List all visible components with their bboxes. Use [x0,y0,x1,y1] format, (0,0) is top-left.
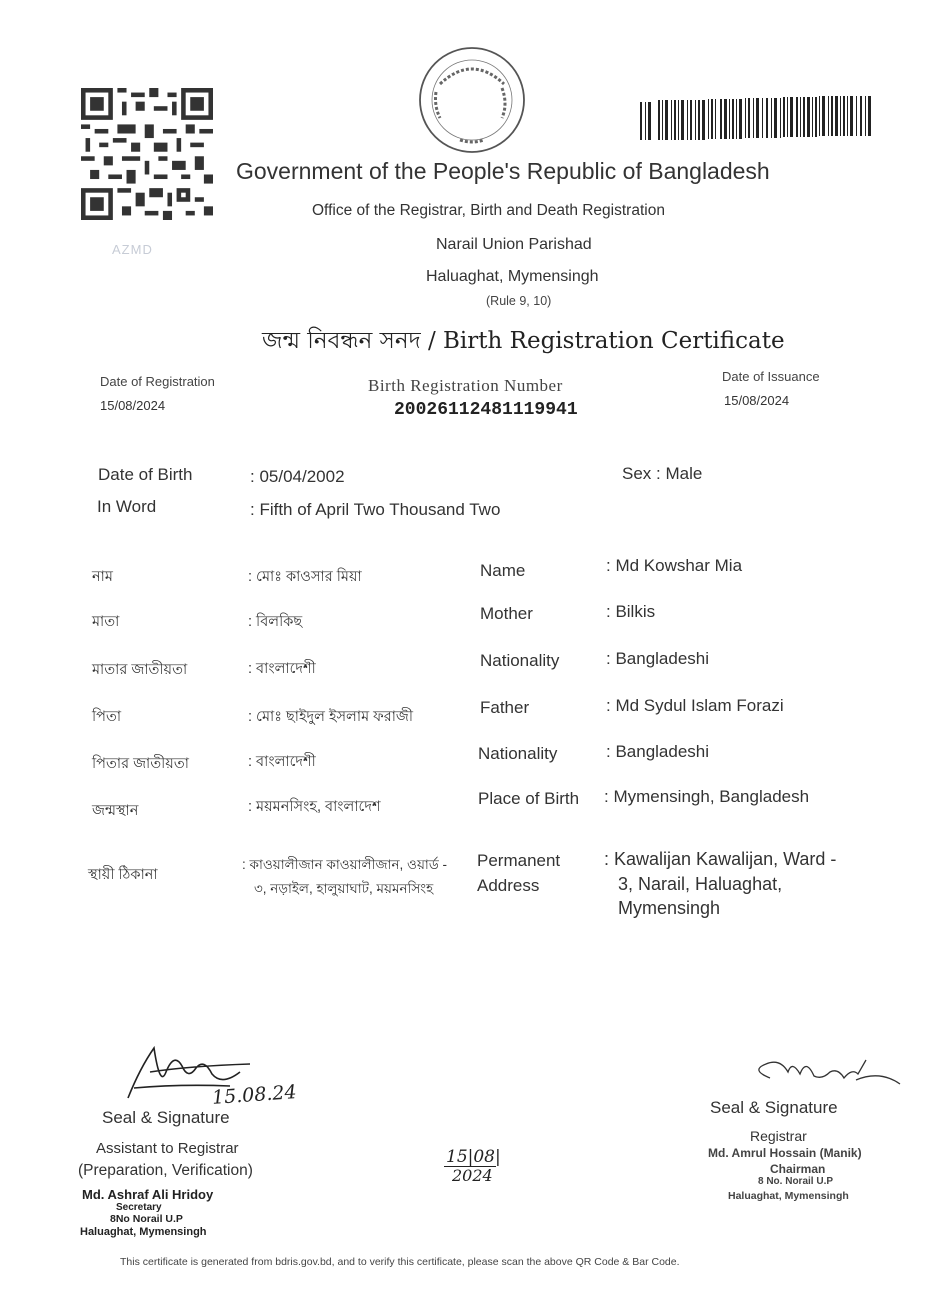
bn-birthplace-label: জন্মস্থান [92,803,139,819]
government-heading: Government of the People's Republic of Bangladesh [236,158,770,184]
assistant-stamp-title: Secretary [116,1202,162,1213]
issuance-date-label: Date of Issuance [722,369,820,384]
registrar-stamp-office: 8 No. Norail U.P [758,1176,834,1187]
name-label: Name [480,561,526,580]
bn-mother-nationality-value: : বাংলাদেশী [248,661,316,677]
assistant-stamp-place: Haluaghat, Mymensingh [80,1226,207,1238]
rule-reference: (Rule 9, 10) [486,294,552,308]
qr-caption: AZMD [112,242,153,257]
bn-address-line1: : কাওয়ালীজান কাওয়ালীজান, ওয়ার্ড - [242,857,448,872]
center-stamp-line1: 15|08| [446,1147,501,1167]
registrar-stamp-name: Md. Amrul Hossain (Manik) [708,1146,862,1160]
mother-value: : Bilkis [606,602,656,621]
bn-name-label: নাম [92,569,113,585]
father-nationality-label: Nationality [478,744,558,763]
father-label: Father [480,698,530,717]
bn-address-label: স্থায়ী ঠিকানা [88,867,158,883]
assistant-stamp-office: 8No Norail U.P [110,1213,183,1225]
location: Haluaghat, Mymensingh [426,268,599,285]
address-label-line1: Permanent [477,851,561,870]
bn-father-value: : মোঃ ছাইদুল ইসলাম ফরাজী [248,709,414,725]
barcode[interactable] [640,96,872,142]
registrar-stamp-place: Haluaghat, Mymensingh [728,1190,849,1202]
bn-father-label: পিতা [92,709,122,725]
assistant-role: Assistant to Registrar [96,1140,239,1157]
name-value: : Md Kowshar Mia [606,556,743,575]
government-seal-icon [416,44,528,156]
address-line3: Mymensingh [618,898,721,918]
address-label-line2: Address [477,876,540,895]
bn-mother-value: : বিলকিছ [248,614,303,630]
bn-name-value: : মোঃ কাওসার মিয়া [248,569,362,585]
qr-code[interactable] [78,88,216,220]
registration-date-value: 15/08/2024 [100,398,166,413]
dob-value: : 05/04/2002 [250,467,345,486]
birthplace-value: : Mymensingh, Bangladesh [604,787,810,806]
bn-mother-nationality-label: মাতার জাতীয়তা [92,662,188,678]
mother-label: Mother [480,604,533,623]
father-value: : Md Sydul Islam Forazi [606,696,784,715]
bn-father-nationality-label: পিতার জাতীয়তা [92,756,189,772]
birthplace-label: Place of Birth [478,789,580,808]
dob-label: Date of Birth [98,465,193,484]
father-nationality-value: : Bangladeshi [606,742,710,761]
bn-birthplace-value: : ময়মনসিংহ, বাংলাদেশ [248,799,381,815]
bn-father-nationality-value: : বাংলাদেশী [248,754,316,770]
office-heading: Office of the Registrar, Birth and Death Registration [312,202,665,219]
issuance-date-value: 15/08/2024 [724,393,790,408]
registrar-role: Registrar [750,1128,807,1144]
left-seal-signature-label: Seal & Signature [102,1108,230,1127]
registrar-signature [740,1050,910,1098]
right-seal-signature-label: Seal & Signature [710,1098,838,1117]
in-word-value: : Fifth of April Two Thousand Two [250,500,501,519]
mother-nationality-value: : Bangladeshi [606,649,710,668]
assistant-stamp-name: Md. Ashraf Ali Hridoy [82,1187,214,1202]
bn-mother-label: মাতা [92,614,120,630]
address-line1: : Kawalijan Kawalijan, Ward - [604,849,837,869]
registration-date-label: Date of Registration [100,374,215,389]
address-line2: 3, Narail, Haluaghat, [618,874,783,894]
in-word-label: In Word [97,497,157,516]
verification-footer: This certificate is generated from bdris.gov.bd, and to verify this certificate, please scan the above QR Code & Bar Code. [120,1256,680,1268]
center-stamp-line2: 2024 [452,1166,493,1185]
certificate-title: জন্ম নিবন্ধন সনদ / Birth Registration Certificate [262,328,785,354]
bn-address-line2: ৩, নড়াইল, হালুয়াঘাট, ময়মনসিংহ [254,881,434,896]
registrar-stamp-title: Chairman [770,1162,826,1176]
birth-registration-number-label: Birth Registration Number [368,376,563,395]
union-parishad: Narail Union Parishad [436,236,592,253]
handwritten-date: 15.08.24 [211,1081,298,1109]
mother-nationality-label: Nationality [480,651,560,670]
assistant-role-detail: (Preparation, Verification) [78,1162,253,1179]
birth-registration-number: 20026112481119941 [394,400,578,420]
sex-field: Sex : Male [622,464,703,483]
